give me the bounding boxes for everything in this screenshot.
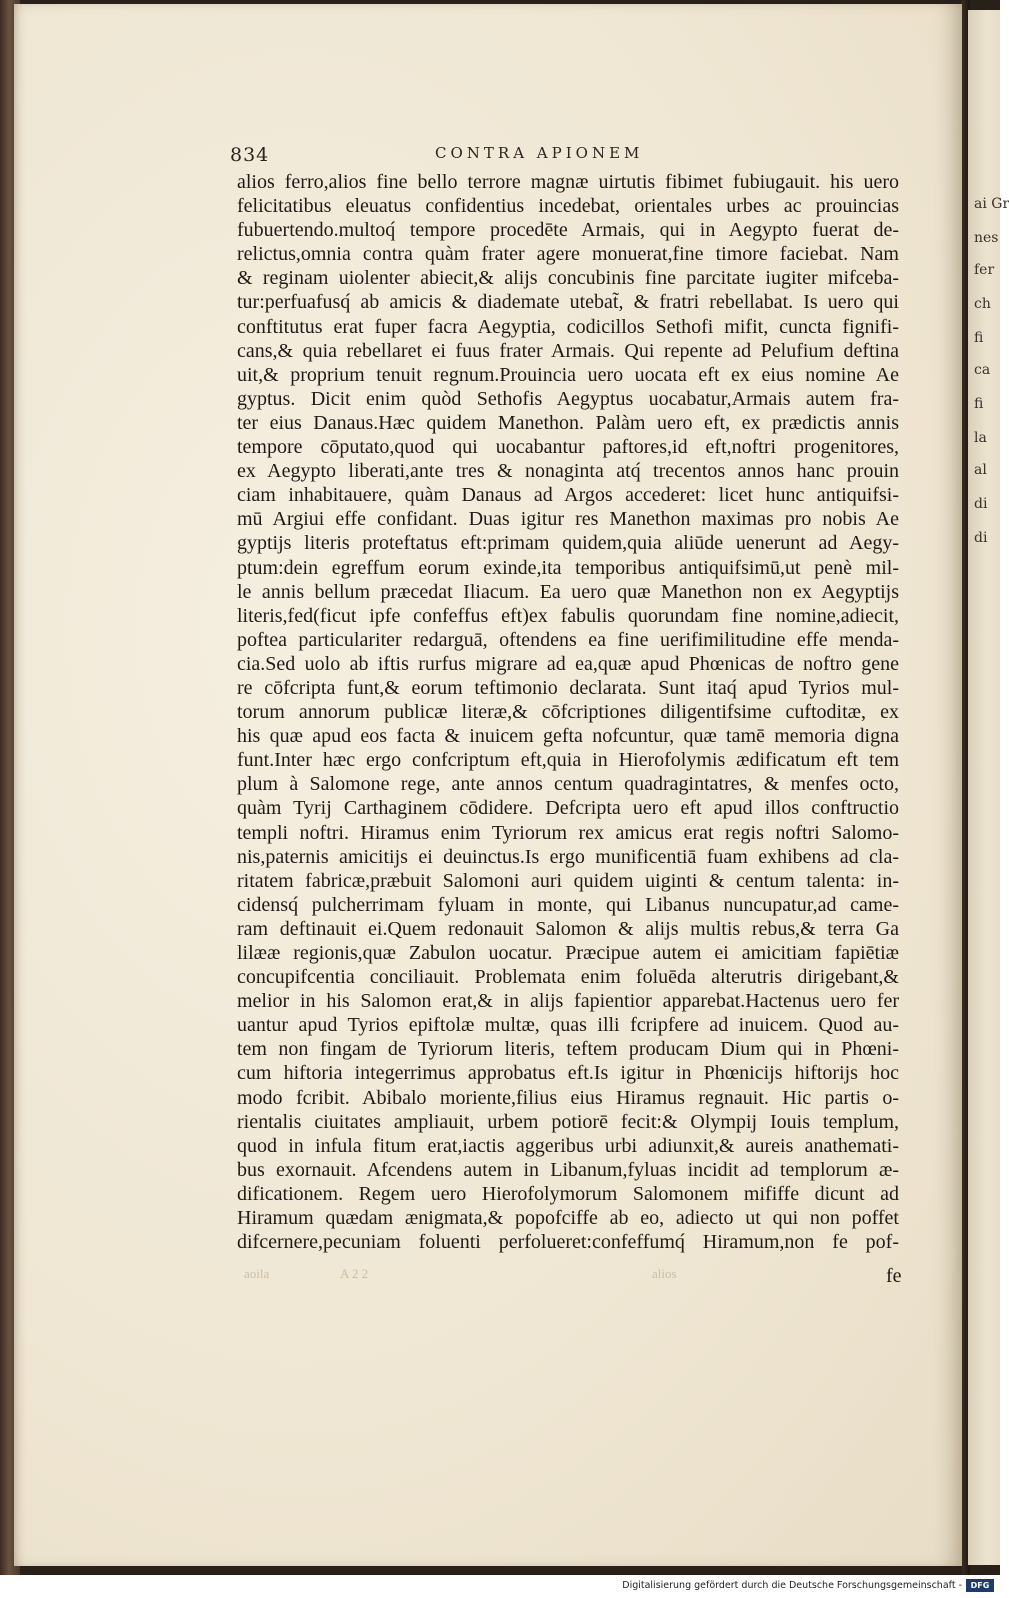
text-line: bus exornauit. Afcendens autem in Libanum,fyluas incidit ad templorum æ- — [237, 1158, 899, 1181]
text-line: his quæ apud eos facta & inuicem gefta nofcuntur, quæ tamē memoria digna — [237, 725, 899, 748]
funding-credit: Digitalisierung gefördert durch die Deutsche Forschungsgemeinschaft - — [622, 1580, 962, 1591]
text-line: poftea particulariter redarguā, oftendens ea fine uerifimilitudine effe menda- — [237, 628, 899, 651]
adjacent-page-fragment: di — [974, 530, 988, 546]
text-line: cia.Sed uolo ab iftis rurfus migrare ad ea,quæ apud Phœnicas de noftro gene — [237, 652, 899, 675]
text-line: fubuertendo.multoq́ tempore procedēte Armais, qui in Aegypto fuerat de- — [237, 219, 899, 242]
text-line: ptum:dein egreffum eorum exinde,ita temporibus antiquifsimū,ut penè mil- — [237, 556, 899, 579]
text-line: rientalis ciuitates ampliauit, urbem potiorē fecit:& Olympij Iouis templum, — [237, 1110, 899, 1133]
adjacent-page-fragment: ch — [974, 296, 991, 312]
text-line: quàm Tyrij Carthaginem cōdidere. Defcripta uero eft apud illos conftructio — [237, 797, 899, 820]
adjacent-page-fragment: fi — [974, 396, 984, 412]
text-line: difcernere,pecuniam foluenti perfolueret:confeffumq́ Hiramum,non fe pof- — [237, 1231, 899, 1254]
catchword: fe — [886, 1265, 902, 1287]
text-line: templi noftri. Hiramus enim Tyriorum rex amicus erat regis noftri Salomo- — [237, 821, 899, 844]
text-line: re cōfcripta funt,& eorum teftimonio declarata. Sunt itaq́ apud Tyrios mul- — [237, 676, 899, 699]
text-line: dificationem. Regem uero Hierofolymorum Salomonem mififfe dicunt ad — [237, 1182, 899, 1205]
text-line: modo fcribit. Abibalo moriente,filius eius Hiramus regnauit. Hic partis o- — [237, 1086, 899, 1109]
text-line: Hiramum quædam ænigmata,& popofciffe ab eo, adiecto ut qui non poffet — [237, 1207, 899, 1230]
running-head — [230, 144, 890, 168]
text-line: funt.Inter hæc ergo confcriptum eft,quia in Hierofolymis ædificatum eft tem — [237, 749, 899, 772]
text-line: ram deftinauit ei.Quem redonauit Salomon & alijs multis rebus,& terra Ga — [237, 917, 899, 940]
text-line: cum hiftoria integerrimus approbatus eft.Is igitur in Phœnicijs hiftorijs hoc — [237, 1062, 899, 1085]
text-line: ciam inhabitauere, quàm Danaus ad Argos accederet: licet hunc antiquifsi- — [237, 484, 899, 507]
adjacent-page-fragment: ai Gr — [974, 196, 1009, 212]
show-through-fragment: alios — [652, 1266, 677, 1281]
text-line: ritatem fabricæ,præbuit Salomoni auri quidem uiginti & centum talenta: in- — [237, 869, 899, 892]
adjacent-page-fragment: al — [974, 462, 987, 478]
text-line: & reginam uiolenter abiecit,& alijs concubinis fine parcitate iugiter mifceba- — [237, 267, 899, 290]
running-title: CONTRA APIONEM — [435, 144, 644, 162]
text-line: conftitutus erat fuper facra Aegyptia, codicillos Sethofi mifit, cuncta fignifi- — [237, 315, 899, 338]
text-line: ter eius Danaus.Hæc quidem Manethon. Palàm uero eft, ex prædictis annis — [237, 411, 899, 434]
text-line: concupifcentia conciliauit. Problemata enim foluēda alterutris dirigebant,& — [237, 966, 899, 989]
text-line: le annis bellum præcedat Iliacum. Ea uero quæ Manethon non ex Aegyptijs — [237, 580, 899, 603]
text-line: tur:perfuafusq́ ab amicis & diademate utebat̃, & fratri rebellabat. Is uero qui — [237, 291, 899, 314]
adjacent-page-fragment: nes — [974, 230, 999, 246]
text-line: melior in his Salomon erat,& in alijs fapientior apparebat.Hactenus uero fer — [237, 990, 899, 1013]
adjacent-page-fragment: fer — [974, 262, 995, 278]
dfg-logo: DFG — [966, 1579, 994, 1592]
text-line: felicitatibus eleuatus confidentius incedebat, orientales urbes ac prouincias — [237, 195, 899, 218]
text-line: cidensq́ pulcherrimam fyluam in monte, qui Libanus nuncupatur,ad came- — [237, 893, 899, 916]
text-line: alios ferro,alios fine bello terrore magnæ uirtutis fibimet fubiugauit. his uero — [237, 171, 899, 193]
adjacent-page-edge — [968, 10, 1009, 1565]
text-line: lilææ regionis,quæ Zabulon uocatur. Præcipue autem ei amicitiam fapiētiæ — [237, 942, 899, 964]
text-line: tempore cōputato,quod qui uocabantur paftores,id eft,noftri progenitores, — [237, 436, 899, 459]
show-through-text — [244, 1266, 924, 1288]
text-line: uit,& proprium tenuit regnum.Prouincia uero uocata eft ex eius nomine Ae — [237, 363, 899, 386]
text-line: cans,& quia rebellaret ei fuus frater Armais. Qui repente ad Pelufium deftina — [237, 339, 899, 362]
page-number: 834 — [230, 144, 270, 166]
footer-bar — [0, 1575, 1000, 1598]
show-through-fragment: aoila — [244, 1266, 270, 1281]
text-line: nis,paternis amicitijs ei deuinctus.Is ergo munificentiā fuam exhibens ad cla- — [237, 845, 899, 868]
show-through-fragment: A 2 2 — [340, 1266, 369, 1281]
text-line: gyptus. Dicit enim quòd Sethofis Aegyptus uocabatur,Armais autem fra- — [237, 387, 899, 410]
adjacent-page-fragment: la — [974, 430, 987, 446]
text-line: ex Aegypto liberati,ante tres & nonaginta atq́ trecentos annos hanc prouin — [237, 460, 899, 483]
body-text — [237, 170, 899, 1254]
text-line: mū Argiui effe confidant. Duas igitur res Manethon maximas pro nobis Ae — [237, 508, 899, 531]
adjacent-page-fragment: fi — [974, 330, 984, 346]
text-line: literis,fed(ficut ipfe confeffus eft)ex fabulis quorundam fine nomine,adiecit, — [237, 604, 899, 627]
text-line: gyptijs literis proteftatus eft:primam quidem,quia aliūde uenerunt ad Aegy- — [237, 532, 899, 555]
text-line: plum à Salomone rege, ante annos centum quadragintatres, & menfes octo, — [237, 773, 899, 796]
adjacent-page-fragment: di — [974, 496, 988, 512]
text-line: uantur apud Tyrios epiftolæ multæ, quas illi fcripfere ad inuicem. Quod au- — [237, 1014, 899, 1037]
text-line: relictus,omnia contra quàm frater agere monuerat,fine timore faciebat. Nam — [237, 243, 899, 266]
text-line: tem non fingam de Tyriorum literis, teftem producam Dium qui in Phœni- — [237, 1038, 899, 1061]
text-line: quod in infula fitum erat,iactis aggeribus urbi adiunxit,& aureis anathemati- — [237, 1134, 899, 1157]
text-line: torum annorum publicæ literæ,& cōfcriptiones diligentifsime cuftoditæ, ex — [237, 701, 899, 724]
adjacent-page-fragment: ca — [974, 362, 991, 378]
